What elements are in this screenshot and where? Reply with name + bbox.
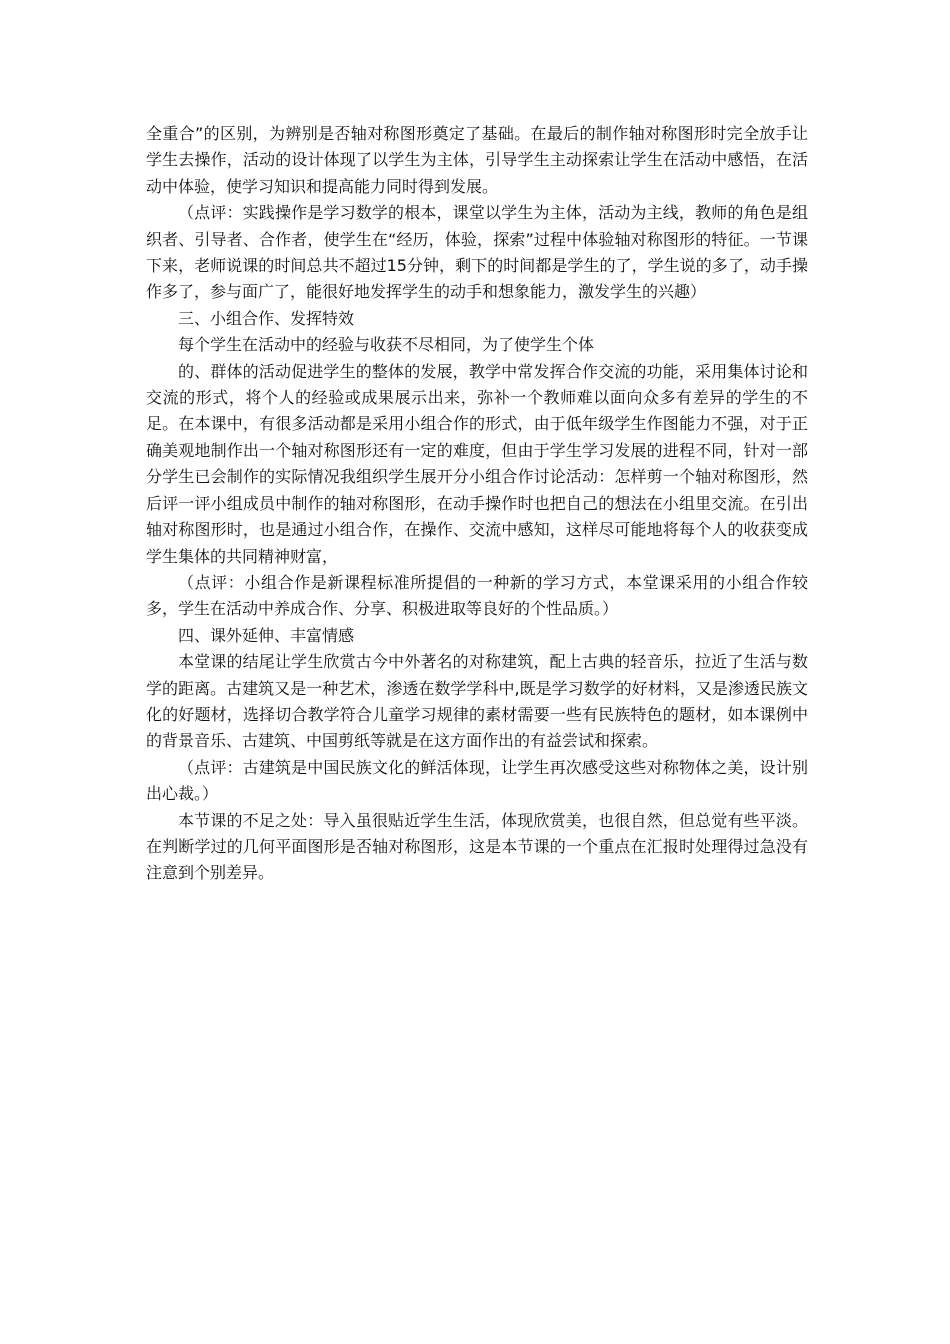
paragraph-comment-architecture: （点评：古建筑是中国民族文化的鲜活体现，让学生再次感受这些对称物体之美，设计别出心裁。）	[146, 757, 808, 804]
paragraph-comment-practice: （点评：实践操作是学习数学的根本，课堂以学生为主体，活动为主线，教师的角色是组织者、引导者、合作者，使学生在“经历，体验，探索”过程中体验轴对称图形的特征。一节课下来，老师说课的时间总共不超过15分钟，剩下的时间都是学生的了，学生说的多了，动手操作多了，参与面广了，能很好地发挥学生的动手和想象能力，激发学生的兴趣）	[146, 203, 808, 302]
section-heading-extension: 四、课外延伸、丰富情感	[178, 625, 355, 645]
paragraph-group-body: 的、群体的活动促进学生的整体的发展，教学中常发挥合作交流的功能，采用集体讨论和交流的形式，将个人的经验或成果展示出来，弥补一个教师难以面向众多有差异的学生的不足。在本课中，有很多活动都是采用小组合作的形式，由于低年级学生作图能力不强，对于正确美观地制作出一个轴对称图形还有一定的难度，但由于学生学习发展的进程不同，针对一部分学生已会制作的实际情况我组织学生展开分小组合作讨论活动：怎样剪一个轴对称图形，然后评一评小组成员中制作的轴对称图形，在动手操作时也把自己的想法在小组里交流。在引出轴对称图形时，也是通过小组合作，在操作、交流中感知，这样尽可能地将每个人的收获变成学生集体的共同精神财富，	[146, 361, 808, 566]
document-body	[146, 121, 808, 887]
paragraph-comment-group: （点评：小组合作是新课程标准所提倡的一种新的学习方式，本堂课采用的小组合作较多，学生在活动中养成合作、分享、积极进取等良好的个性品质。）	[146, 572, 808, 619]
paragraph-shortcomings: 本节课的不足之处：导入虽很贴近学生生活，体现欣赏美，也很自然，但总觉有些平淡。在判断学过的几何平面图形是否轴对称图形，这是本节课的一个重点在汇报时处理得过急没有注意到个别差异。	[146, 810, 808, 883]
paragraph-group-intro: 每个学生在活动中的经验与收获不尽相同，为了使学生个体	[178, 335, 595, 355]
section-heading-group-cooperation: 三、小组合作、发挥特效	[178, 308, 355, 328]
paragraph-extension-body: 本堂课的结尾让学生欣赏古今中外著名的对称建筑，配上古典的轻音乐，拉近了生活与数学的距离。古建筑又是一种艺术，渗透在数学学科中,既是学习数学的好材料，又是渗透民族文化的好题材，选择切合教学符合儿童学习规律的素材需要一些有民族特色的题材，如本课例中的背景音乐、古建筑、中国剪纸等就是在这方面作出的有益尝试和探索。	[146, 652, 808, 751]
paragraph-continuation: 全重合”的区别，为辨别是否轴对称图形奠定了基础。在最后的制作轴对称图形时完全放手让学生去操作，活动的设计体现了以学生为主体，引导学生主动探索让学生在活动中感悟，在活动中体验，使学习知识和提高能力同时得到发展。	[146, 124, 808, 196]
